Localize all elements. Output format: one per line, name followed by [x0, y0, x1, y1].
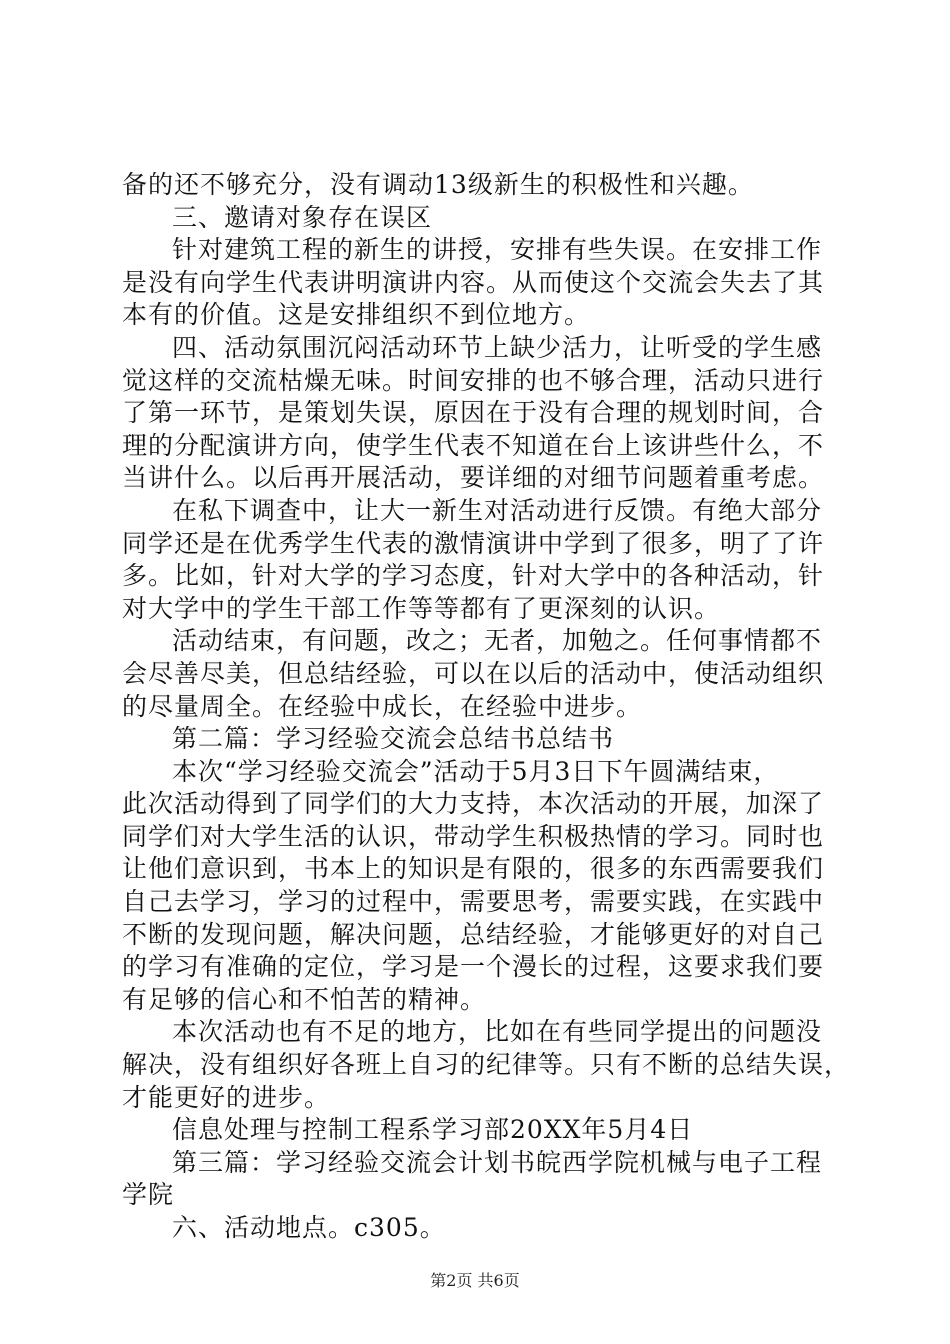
text-line: 解决，没有组织好各班上自习的纪律等。只有不断的总结失误， [122, 1050, 851, 1080]
text-line: 自己去学习，学习的过程中，需要思考，需要实践，在实践中 [122, 887, 825, 917]
text-line: 本次活动也有不足的地方，比如在有些同学提出的问题没 [172, 1017, 823, 1047]
text-line: 三、邀请对象存在误区 [172, 202, 433, 232]
text-line: 的尽量周全。在经验中成长，在经验中进步。 [122, 691, 643, 721]
text-line: 六、活动地点。c305。 [172, 1213, 446, 1242]
text-line: 让他们意识到，书本上的知识是有限的，很多的东西需要我们 [122, 854, 825, 884]
page-footer: 第2页 共6页 [430, 1271, 520, 1290]
text-line: 同学们对大学生活的认识，带动学生积极热情的学习。同时也 [122, 821, 825, 851]
text-line: 了第一环节，是策划失误，原因在于没有合理的规划时间，合 [122, 398, 825, 428]
text-line: 不断的发现问题，解决问题，总结经验，才能够更好的对自己 [122, 919, 825, 949]
text-line: 觉这样的交流枯燥无味。时间安排的也不够合理，活动只进行 [122, 365, 825, 395]
text-line: 针对建筑工程的新生的讲授，安排有些失误。在安排工作 [172, 235, 823, 265]
text-line: 活动结束，有问题，改之；无者，加勉之。任何事情都不 [172, 626, 823, 656]
text-line: 信息处理与控制工程系学习部20XX年5月4日 [172, 1115, 694, 1145]
text-line: 在私下调查中，让大一新生对活动进行反馈。有绝大部分 [172, 495, 823, 525]
text-line: 的学习有准确的定位，学习是一个漫长的过程，这要求我们要 [122, 952, 825, 982]
text-line: 同学还是在优秀学生代表的激情演讲中学到了很多，明了了许 [122, 528, 825, 558]
text-line: 当讲什么。以后再开展活动，要详细的对细节问题着重考虑。 [122, 463, 825, 493]
text-line: 会尽善尽美，但总结经验，可以在以后的活动中，使活动组织 [122, 658, 825, 688]
text-line: 第二篇：学习经验交流会总结书总结书 [172, 724, 615, 754]
text-line: 本次“学习经验交流会”活动于5月3日下午圆满结束， [172, 756, 780, 786]
text-line: 此次活动得到了同学们的大力支持，本次活动的开展，加深了 [122, 789, 825, 819]
text-line: 学院 [122, 1180, 175, 1210]
text-line: 第三篇：学习经验交流会计划书皖西学院机械与电子工程 [172, 1147, 823, 1177]
document-body [122, 169, 851, 1245]
text-line: 理的分配演讲方向，使学生代表不知道在台上该讲些什么，不 [122, 430, 825, 460]
text-line: 多。比如，针对大学的学习态度，针对大学中的各种活动，针 [122, 561, 825, 591]
text-line: 对大学中的学生干部工作等等都有了更深刻的认识。 [122, 593, 721, 623]
text-line: 有足够的信心和不怕苦的精神。 [122, 984, 487, 1014]
text-line: 备的还不够充分，没有调动13级新生的积极性和兴趣。 [122, 170, 754, 199]
text-line: 本有的价值。这是安排组织不到位地方。 [122, 300, 591, 330]
text-line: 四、活动氛围沉闷活动环节上缺少活力，让听受的学生感 [172, 332, 823, 362]
text-line: 是没有向学生代表讲明演讲内容。从而使这个交流会失去了其 [122, 267, 825, 297]
text-line: 才能更好的进步。 [122, 1082, 331, 1112]
